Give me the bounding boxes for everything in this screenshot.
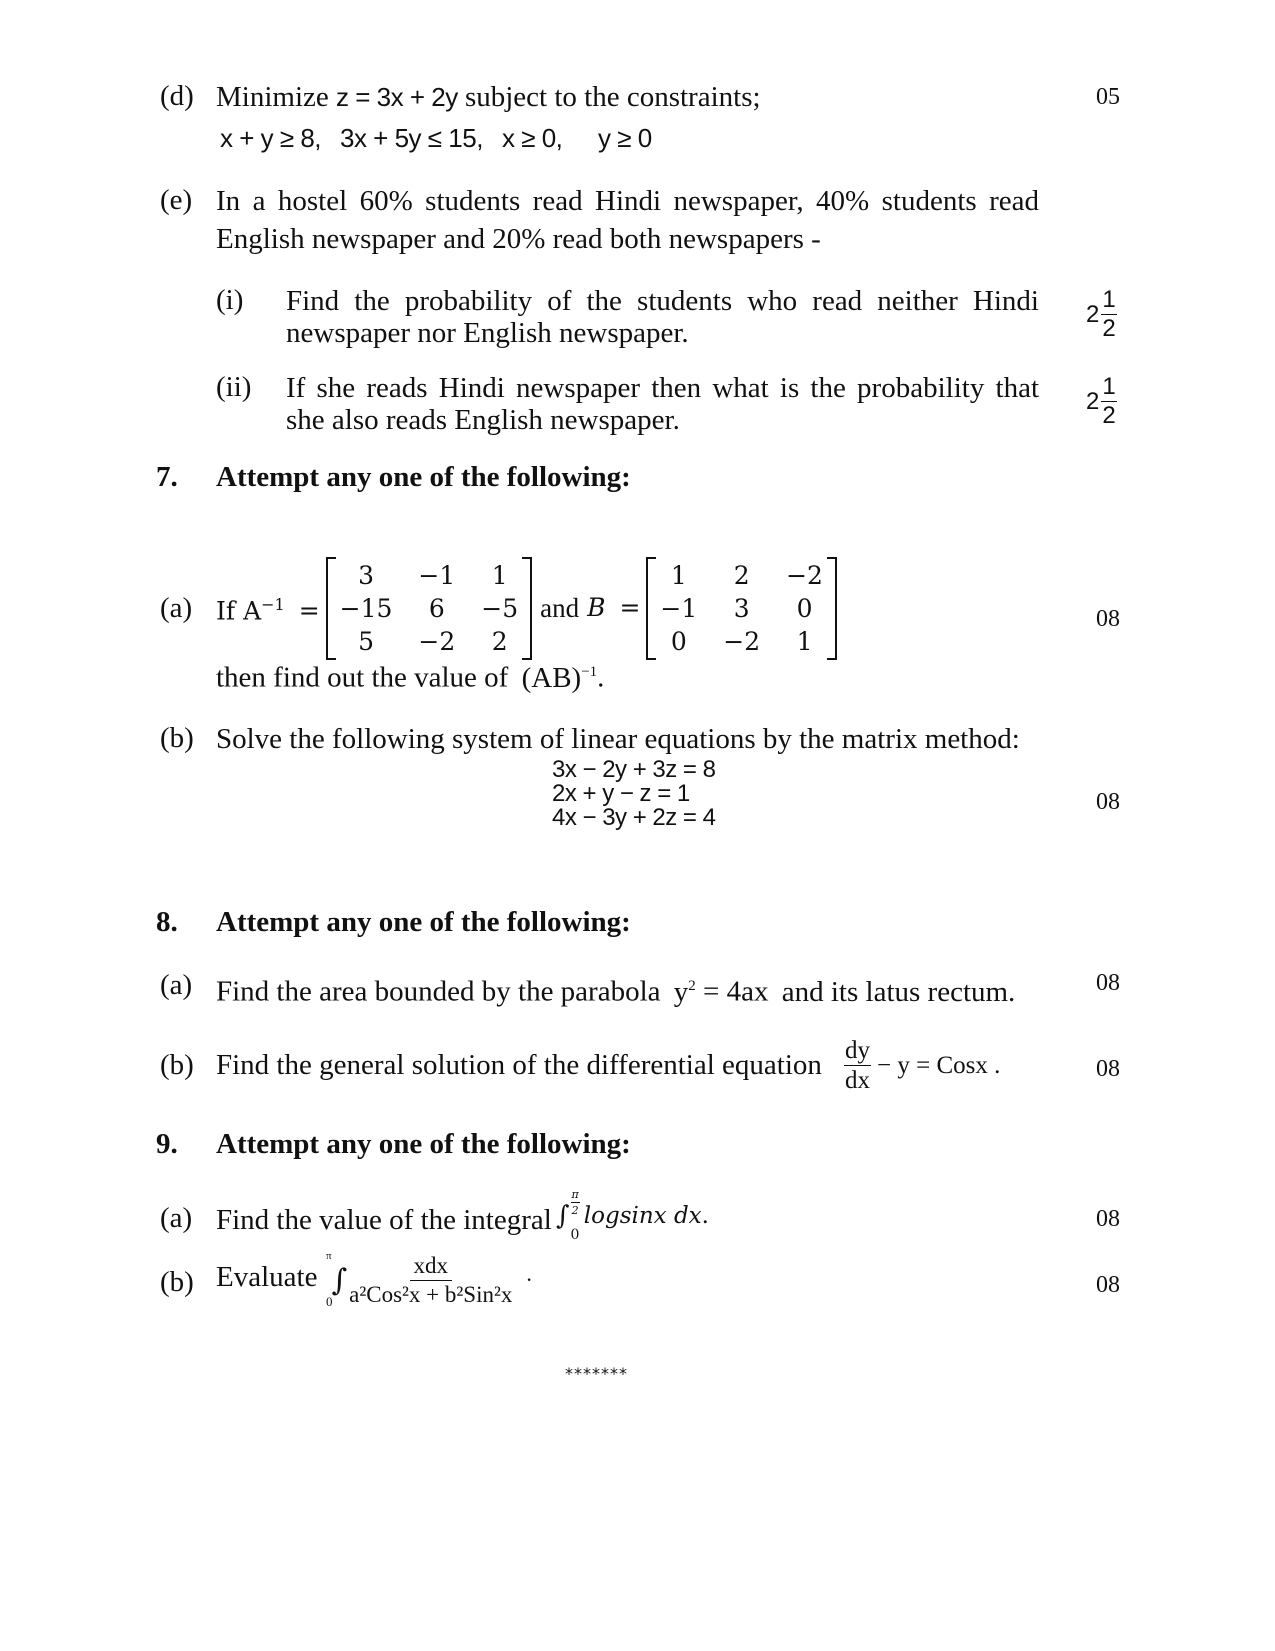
q7a-label: (a) <box>160 592 193 624</box>
q9a-lower: 0 <box>570 1227 580 1243</box>
q8a-statement <box>216 969 1015 1009</box>
q6e-ii-marks-num: 1 <box>1102 373 1116 400</box>
q7a-and-text: and <box>540 593 580 623</box>
q6e-ii-marks-den: 2 <box>1102 402 1116 429</box>
q7a-if-text: If A <box>216 596 262 626</box>
q6e-i-marks <box>1086 288 1117 341</box>
q7-number: 7. <box>156 461 178 493</box>
q7b-equation-1: 3x − 2y + 3z = 8 <box>552 756 716 783</box>
q8a-eq-y: y <box>673 975 689 1008</box>
end-stars: ******* <box>565 1364 628 1383</box>
q8-number: 8. <box>156 906 178 938</box>
matrix-b-cell-2-2: 3 <box>733 593 750 623</box>
q8a-eq-sup: 2 <box>688 978 696 994</box>
q7a-then-text: then find out the value of <box>216 661 509 694</box>
matrix-a-cell-1-2: −1 <box>418 560 456 590</box>
q9b-label: (b) <box>160 1266 194 1298</box>
q7a-marks: 08 <box>1096 606 1120 632</box>
q8b-text: Find the general solution of the differential equation <box>216 1049 822 1081</box>
q8a-label: (a) <box>160 969 193 1001</box>
q6d-constraint-1: x + y ≥ 8, <box>220 123 322 153</box>
q7a-equals-1: = <box>298 596 320 626</box>
q6d-marks: 05 <box>1096 84 1120 110</box>
q7a-equals-2: = <box>619 593 641 622</box>
matrix-a-cell-2-2: 6 <box>428 593 445 623</box>
matrix-b-cell-1-2: 2 <box>733 560 750 590</box>
q8a-text-before: Find the area bounded by the parabola <box>216 975 661 1008</box>
matrix-b-cell-2-3: 0 <box>796 593 813 623</box>
q9a-integrand: logsinx dx <box>583 1203 702 1229</box>
matrix-b-cell-3-2: −2 <box>723 626 761 656</box>
q9a-end: . <box>701 1203 709 1229</box>
q8a-eq-rest: = 4ax <box>695 975 769 1008</box>
q7a-inv-sup: −1 <box>261 594 285 614</box>
q9a-text: Find the value of the integral <box>216 1204 552 1236</box>
q9-heading: Attempt any one of the following: <box>216 1128 631 1160</box>
q9b-end: . <box>526 1261 532 1286</box>
q9b-lower: 0 <box>326 1294 333 1309</box>
matrix-a-cell-2-1: −15 <box>339 593 393 623</box>
matrix-a-inverse <box>326 557 532 660</box>
q6d-text-before: Minimize <box>216 81 329 113</box>
q6e-ii-line-1: If she reads Hindi newspaper then what is the probability that <box>286 372 1039 404</box>
q8b-marks: 08 <box>1096 1056 1120 1082</box>
q6d-text-after: subject to the constraints; <box>464 81 761 113</box>
matrix-a-cell-2-3: −5 <box>481 593 519 623</box>
q7a-then-line <box>216 655 604 695</box>
matrix-a-cell-3-3: 2 <box>491 626 508 656</box>
q6e-label: (e) <box>160 184 193 216</box>
matrix-a-cell-1-3: 1 <box>491 560 508 590</box>
q8-heading: Attempt any one of the following: <box>216 906 631 938</box>
q9b-marks: 08 <box>1096 1272 1120 1298</box>
q7a-expression <box>216 556 837 660</box>
q8b-num: dy <box>845 1037 870 1064</box>
q9a-label: (a) <box>160 1202 193 1234</box>
matrix-a-cell-3-2: −2 <box>418 626 456 656</box>
q6d-label: (d) <box>160 80 194 112</box>
q6d-objective: z = 3x + 2y <box>336 82 458 112</box>
matrix-b-cell-3-1: 0 <box>670 626 687 656</box>
integral-sign-2: ∫ <box>331 1262 348 1298</box>
q9b-upper: π <box>326 1250 332 1262</box>
q9a-upper-den: 2 <box>571 1204 579 1217</box>
q7a-b-name: B <box>587 593 606 622</box>
q7-heading: Attempt any one of the following: <box>216 461 631 493</box>
q7b-label: (b) <box>160 722 194 754</box>
matrix-b-cell-3-3: 1 <box>796 626 813 656</box>
q6e-i-marks-num: 1 <box>1102 286 1116 313</box>
q9a-upper-num: π <box>571 1188 579 1201</box>
q6e-i-line-1: Find the probability of the students who read neither Hindi <box>286 285 1039 317</box>
q6e-i-line-2: newspaper nor English newspaper. <box>286 317 689 349</box>
q8b-den: dx <box>845 1067 870 1094</box>
q7b-equations <box>552 758 715 830</box>
matrix-b-cell-1-1: 1 <box>670 560 687 590</box>
matrix-a-cell-1-1: 3 <box>358 560 374 590</box>
q7a-expr: (AB) <box>521 661 582 694</box>
q7b-text: Solve the following system of linear equations by the matrix method: <box>216 723 1020 755</box>
q6e-line-2: English newspaper and 20% read both newspapers - <box>216 223 821 255</box>
q8a-text-after: and its latus rectum. <box>781 975 1016 1008</box>
matrix-b <box>646 557 837 660</box>
q7a-expr-end: . <box>597 661 605 694</box>
q6d-constraint-4: y ≥ 0 <box>598 123 652 153</box>
q9a-integral <box>556 1188 709 1244</box>
q6d-constraint-3: x ≥ 0, <box>502 123 563 153</box>
q6e-i-marks-den: 2 <box>1102 315 1116 342</box>
q9b-num: xdx <box>410 1254 453 1281</box>
q7b-equation-2: 2x + y − z = 1 <box>552 780 690 807</box>
matrix-a-cell-3-1: 5 <box>358 626 374 656</box>
q6e-ii-marks-whole: 2 <box>1086 387 1100 415</box>
q9b-integral <box>326 1248 532 1312</box>
q7b-equation-3: 4x − 3y + 2z = 4 <box>552 804 716 831</box>
q7a-expr-sup: −1 <box>581 664 598 680</box>
q7b-marks: 08 <box>1096 789 1120 815</box>
q9b-text: Evaluate <box>216 1261 318 1293</box>
q6e-ii-marks <box>1086 375 1117 428</box>
q8b-label: (b) <box>160 1049 194 1081</box>
q6e-i-label: (i) <box>216 284 244 316</box>
q6e-line-1: In a hostel 60% students read Hindi newspaper, 40% students read <box>216 185 1039 217</box>
q9-number: 9. <box>156 1128 178 1160</box>
matrix-b-cell-1-3: −2 <box>786 560 823 590</box>
q6d-statement <box>216 80 761 114</box>
q9a-marks: 08 <box>1096 1206 1120 1232</box>
q8b-equation <box>844 1038 1000 1093</box>
matrix-b-cell-2-1: −1 <box>660 593 698 623</box>
integral-sign: ∫ <box>556 1201 570 1231</box>
q6d-constraint-2: 3x + 5y ≤ 15, <box>340 123 483 153</box>
q9b-den: a²Cos²x + b²Sin²x <box>349 1282 513 1307</box>
q6e-ii-line-2: she also reads English newspaper. <box>286 404 680 436</box>
q6e-ii-label: (ii) <box>216 371 252 403</box>
q8b-rest: − y = Cosx . <box>877 1051 1001 1079</box>
q8a-marks: 08 <box>1096 970 1120 996</box>
q6e-i-marks-whole: 2 <box>1086 300 1100 328</box>
